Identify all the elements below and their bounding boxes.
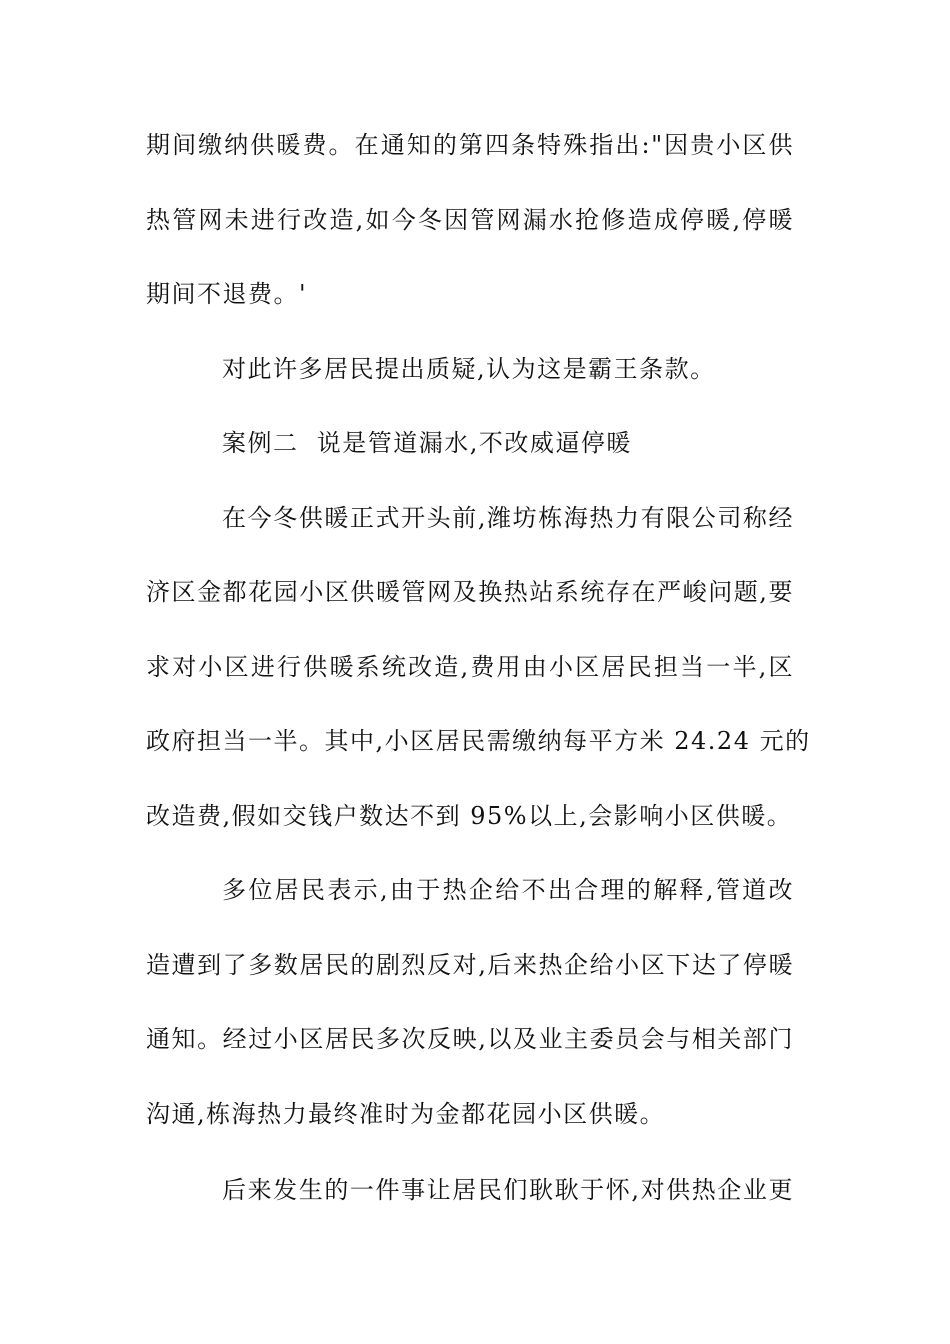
text-line: 通知。经过小区居民多次反映,以及业主委员会与相关部门 xyxy=(146,1025,794,1053)
paragraph-start: 多位居民表示,由于热企给不出合理的解释,管道改 xyxy=(222,876,794,904)
text-line: 热管网未进行改造,如今冬因管网漏水抢修造成停暖,停暖 xyxy=(146,205,794,234)
text-line: 期间缴纳供暖费。在通知的第四条特殊指出:"因贵小区供 xyxy=(146,131,794,159)
text-line: 求对小区进行供暖系统改造,费用由小区居民担当一半,区 xyxy=(146,652,794,681)
text-line: 造遭到了多数居民的剧烈反对,后来热企给小区下达了停暖 xyxy=(146,950,794,979)
section-heading: 案例二 说是管道漏水,不改威逼停暖 xyxy=(222,429,632,457)
text-line: 改造费,假如交钱户数达不到 95%以上,会影响小区供暖。 xyxy=(146,801,793,830)
paragraph-start: 后来发生的一件事让居民们耿耿于怀,对供热企业更 xyxy=(222,1176,794,1204)
document-body xyxy=(146,108,811,1228)
paragraph-start: 在今冬供暖正式开头前,潍坊栋海热力有限公司称经 xyxy=(222,503,794,532)
text-line: 政府担当一半。其中,小区居民需缴纳每平方米 24.24 元的 xyxy=(146,727,811,755)
text-line: 期间不退费。' xyxy=(146,280,308,308)
paragraph-start: 对此许多居民提出质疑,认为这是霸王条款。 xyxy=(222,354,716,383)
text-line: 济区金都花园小区供暖管网及换热站系统存在严峻问题,要 xyxy=(146,578,794,606)
text-line: 沟通,栋海热力最终准时为金都花园小区供暖。 xyxy=(146,1099,666,1128)
